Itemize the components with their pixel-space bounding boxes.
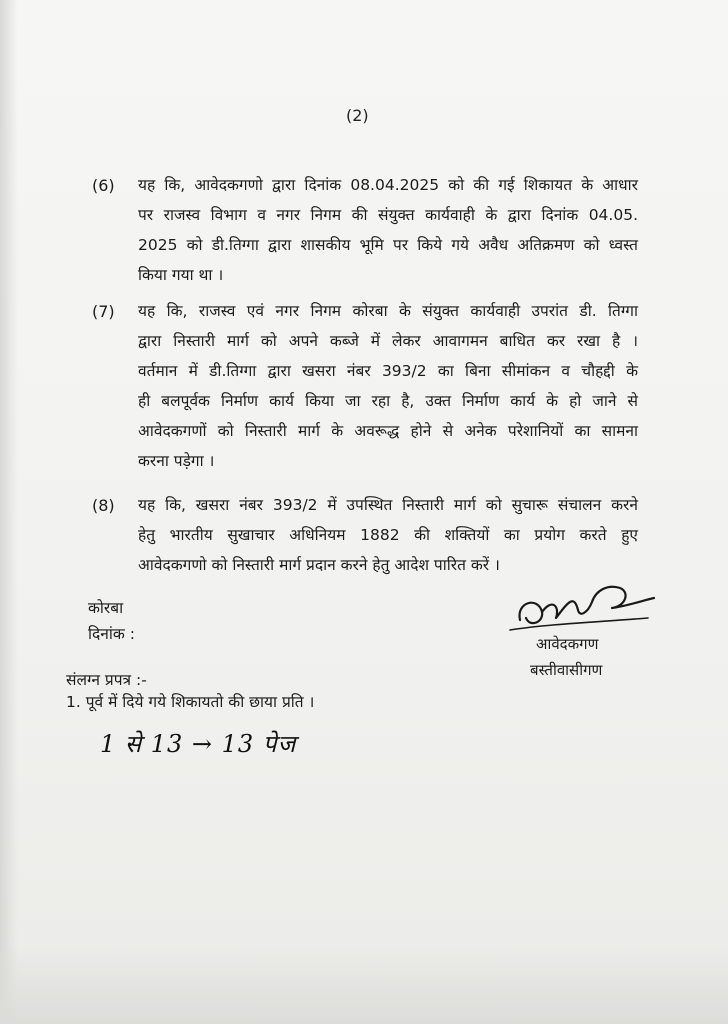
signature-image bbox=[508, 572, 658, 642]
paragraph-line: ही बलपूर्वक निर्माण कार्य किया जा रहा है, उक्त निर्माण कार्य के हो जाने से bbox=[138, 392, 638, 410]
paragraph-line: आवेदकगणो को निस्तारी मार्ग प्रदान करने हेतु आदेश पारित करें । bbox=[138, 556, 500, 574]
paragraph-line: यह कि, खसरा नंबर 393/2 में उपस्थित निस्तारी मार्ग को सुचारू संचालन करने bbox=[138, 496, 638, 514]
paragraph-8-text bbox=[138, 490, 638, 580]
residents-label: बस्तीवासीगण bbox=[530, 661, 603, 679]
paragraph-line: द्वारा निस्तारी मार्ग को अपने कब्जे में लेकर आवागमन बाधित कर रखा है । bbox=[138, 332, 638, 350]
paragraph-line: हेतु भारतीय सुखाचार अधिनियम 1882 की शक्तियों का प्रयोग करते हुए bbox=[138, 526, 638, 544]
page-bottom-shadow bbox=[0, 944, 728, 1024]
paragraph-line: करना पड़ेगा । bbox=[138, 452, 215, 470]
paragraph-7-text bbox=[138, 296, 638, 476]
paragraph-line: आवेदकगणों को निस्तारी मार्ग के अवरूद्ध होने से अनेक परेशानियों का सामना bbox=[138, 422, 638, 440]
paragraph-line: यह कि, राजस्व एवं नगर निगम कोरबा के संयुक्त कार्यवाही उपरांत डी. तिग्गा bbox=[138, 302, 638, 320]
place-label: कोरबा bbox=[88, 599, 124, 617]
paragraph-number-7: (7) bbox=[92, 302, 115, 321]
paragraph-line: 2025 को डी.तिग्गा द्वारा शासकीय भूमि पर किये गये अवैध अतिक्रमण को ध्वस्त bbox=[138, 236, 638, 254]
paragraph-number-6: (6) bbox=[92, 176, 115, 195]
attachment-item: 1. पूर्व में दिये गये शिकायतो की छाया प्रति । bbox=[66, 693, 315, 711]
paragraph-number-8: (8) bbox=[92, 496, 115, 515]
paragraph-line: पर राजस्व विभाग व नगर निगम की संयुक्त कार्यवाही के द्वारा दिनांक 04.05. bbox=[138, 206, 638, 224]
paragraph-6-text bbox=[138, 170, 638, 290]
page-edge-shadow bbox=[0, 0, 18, 1024]
page-number: (2) bbox=[346, 106, 369, 125]
date-label: दिनांक : bbox=[88, 625, 135, 643]
paragraph-line: यह कि, आवेदकगणो द्वारा दिनांक 08.04.2025 को की गई शिकायत के आधार bbox=[138, 176, 638, 194]
attachments-heading: संलग्न प्रपत्र :- bbox=[66, 671, 147, 689]
paragraph-line: वर्तमान में डी.तिग्गा द्वारा खसरा नंबर 393/2 का बिना सीमांकन व चौहद्दी के bbox=[138, 362, 638, 380]
handwritten-note: 1 से 13 → 13 पेज bbox=[100, 730, 297, 758]
paragraph-line: किया गया था । bbox=[138, 266, 224, 284]
applicant-label: आवेदकगण bbox=[536, 635, 599, 653]
